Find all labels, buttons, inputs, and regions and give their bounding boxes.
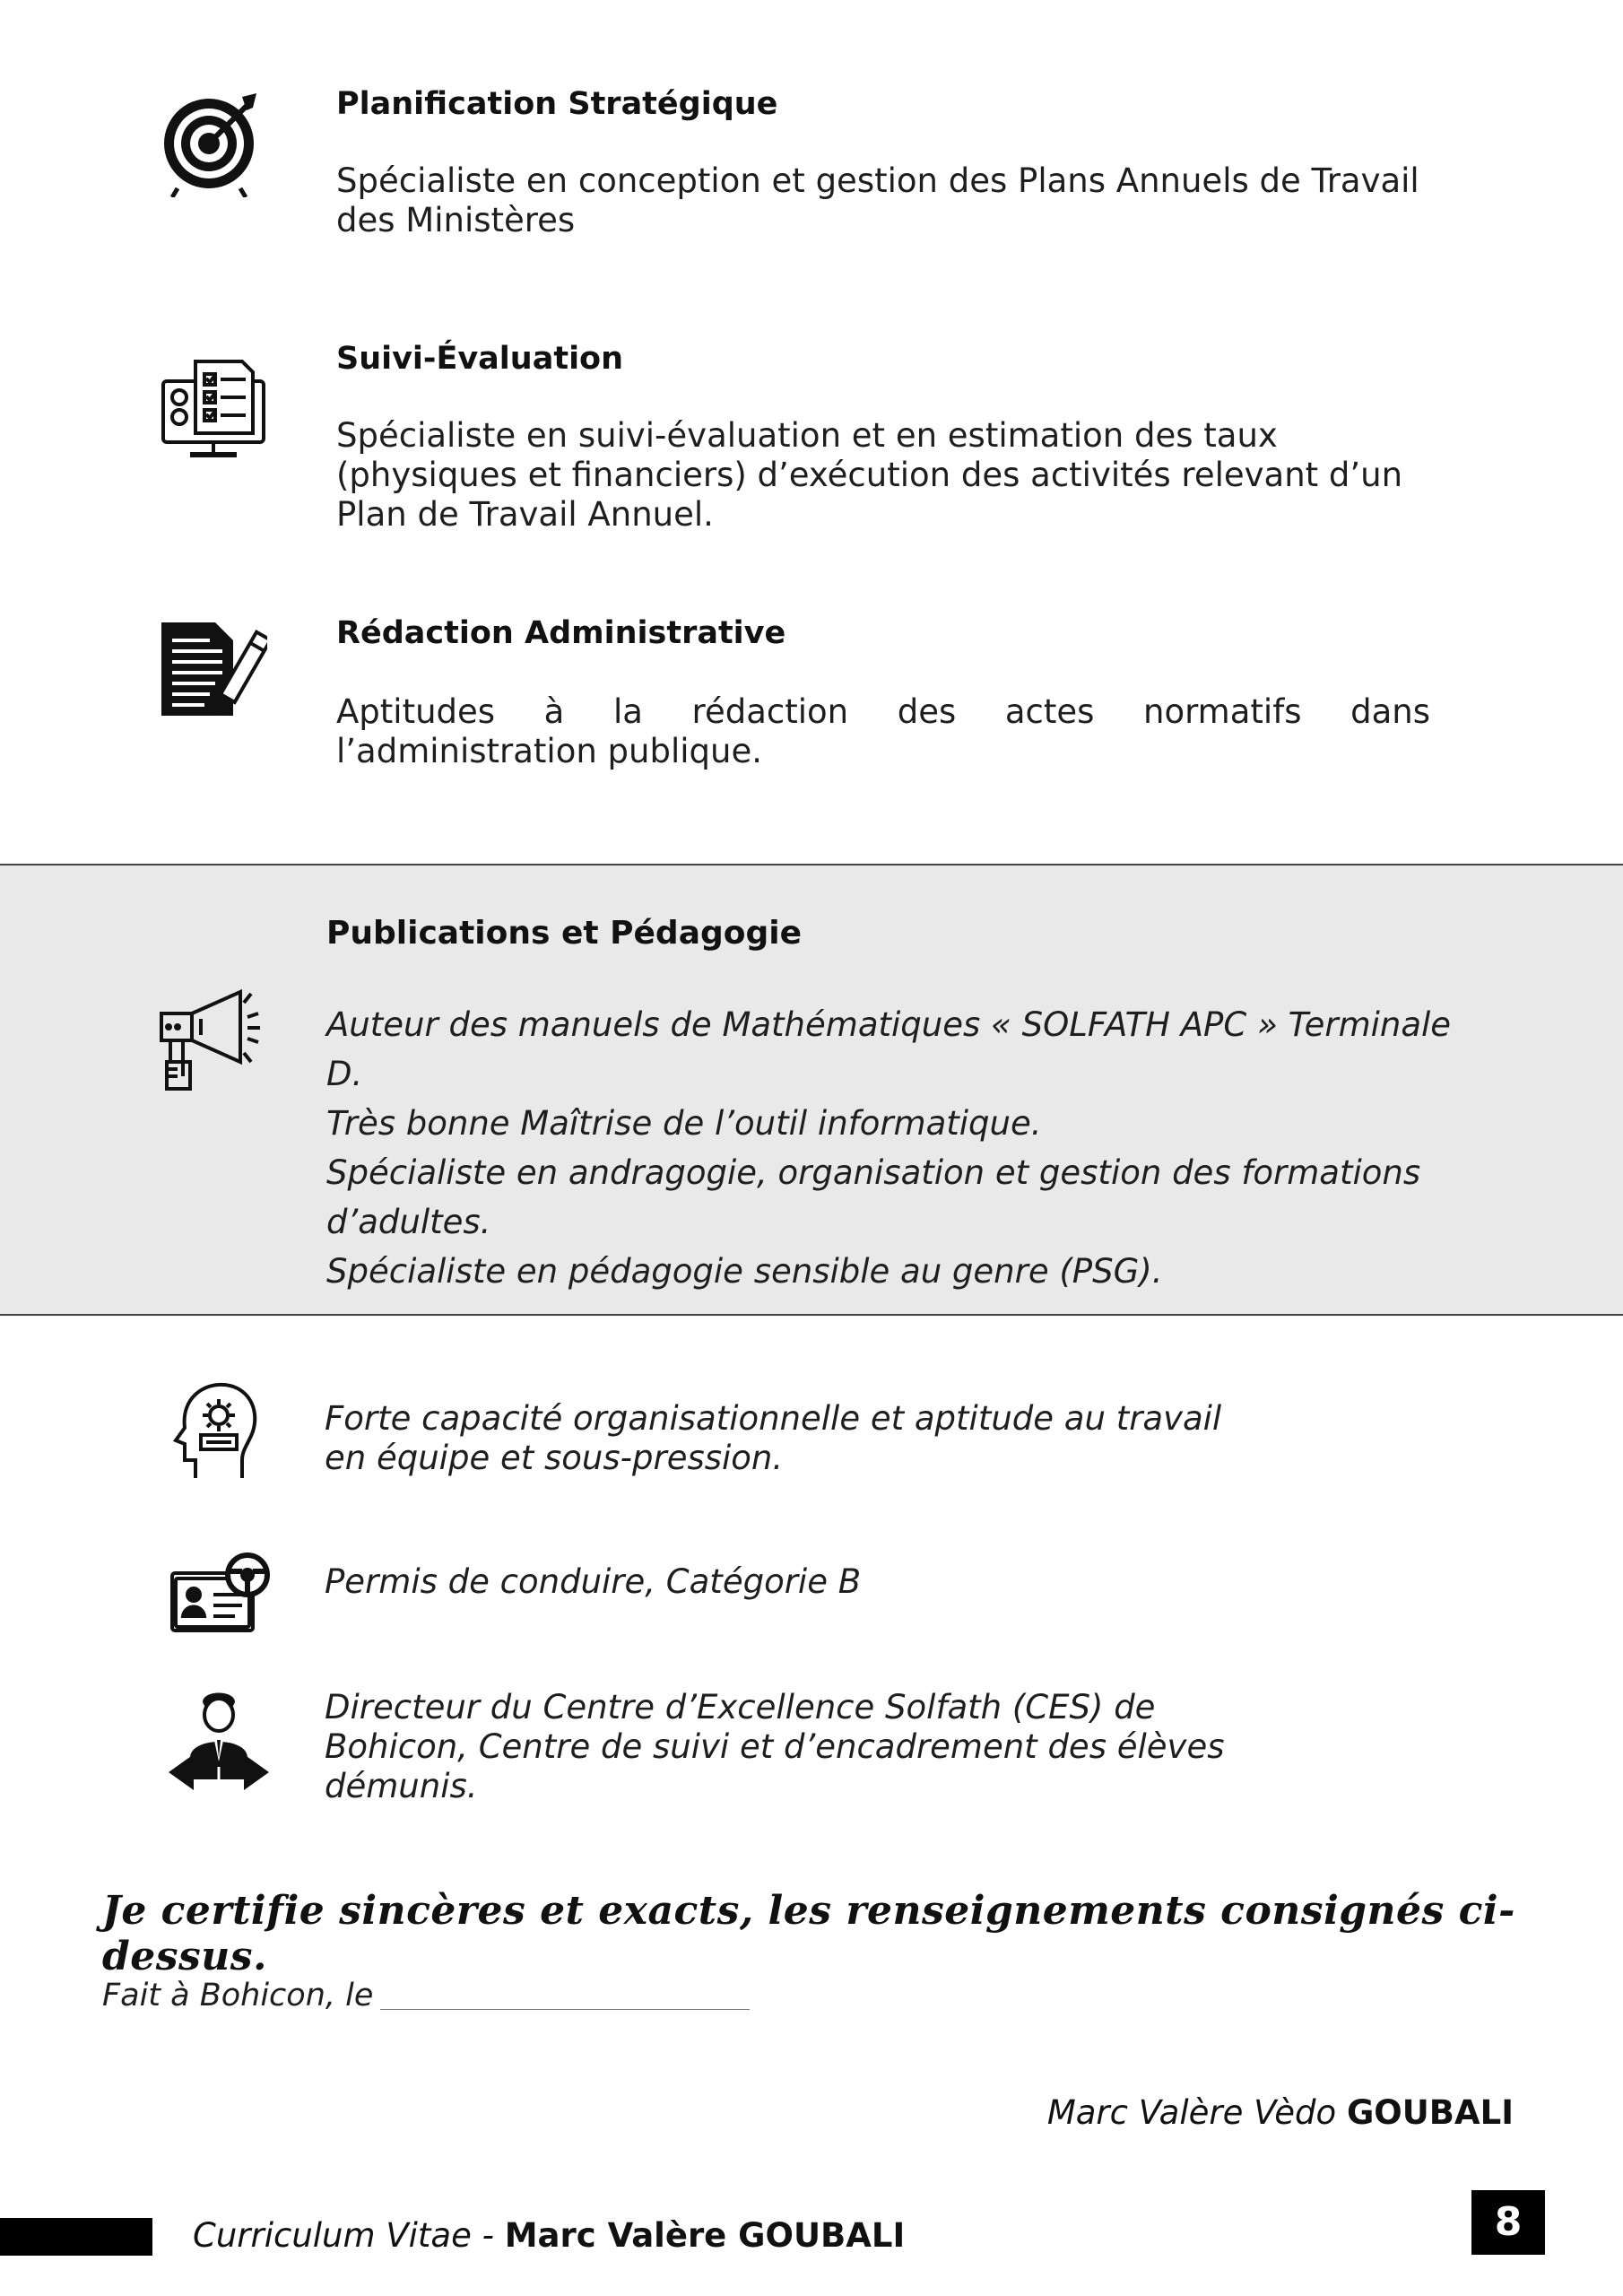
footer-label: Curriculum Vitae -: [193, 2216, 505, 2255]
skill-title: Suivi-Évaluation: [336, 341, 624, 377]
publications-list: [326, 1000, 1492, 1296]
skill-title: Rédaction Administrative: [336, 615, 786, 651]
publication-line: Spécialiste en andragogie, organisation et gestion des formations: [326, 1153, 1421, 1192]
signature-first-names: Marc Valère Vèdo: [1046, 2093, 1337, 2132]
page-number: 8: [1471, 2190, 1545, 2255]
extra-text: Directeur du Centre d’Excellence Solfath (CES) de Bohicon, Centre de suivi et d’encadrement des élèves démunis.: [325, 1688, 1225, 1805]
skill-description: Spécialiste en conception et gestion des Plans Annuels de Travail des Ministères: [336, 161, 1419, 239]
certification-statement: Je certifie sincères et exacts, les renseignements consignés ci-dessus.: [102, 1888, 1515, 1979]
driving-license-icon: [169, 1552, 276, 1641]
extra-text: Permis de conduire, Catégorie B: [325, 1562, 862, 1601]
target-icon: [160, 90, 267, 197]
skill-title: Planification Stratégique: [336, 86, 778, 122]
signature: [1047, 2093, 1514, 2132]
evaluation-checklist-icon: [160, 354, 267, 462]
date-line: [380, 2009, 750, 2010]
signature-last-name: GOUBALI: [1346, 2093, 1514, 2132]
place-date: Fait à Bohicon, le: [102, 1978, 374, 2013]
publication-line: Auteur des manuels de Mathématiques « SOLFATH APC » Terminale D.: [326, 1005, 1452, 1093]
document-pen-icon: [160, 621, 267, 728]
footer: [193, 2216, 905, 2255]
footer-bar: [0, 2218, 152, 2256]
megaphone-icon: [154, 987, 262, 1094]
extra-text: Forte capacité organisationnelle et aptitude au travail en équipe et sous-pression.: [325, 1399, 1222, 1477]
head-gear-icon: [160, 1378, 267, 1485]
publication-line: Très bonne Maîtrise de l’outil informatique.: [326, 1104, 1042, 1143]
skill-description: Aptitudes à la rédaction des actes normatifs dans l’administration publique.: [336, 692, 1430, 770]
publication-line: Spécialiste en pédagogie sensible au genre (PSG).: [326, 1252, 1163, 1291]
skill-description: Spécialiste en suivi-évaluation et en estimation des taux (physiques et financiers) d’exécution des activités relevant d’un Plan de Travail Annuel.: [336, 416, 1403, 534]
publications-title: Publications et Pédagogie: [326, 915, 803, 952]
director-icon: [163, 1686, 274, 1799]
footer-name: Marc Valère GOUBALI: [504, 2216, 906, 2255]
publication-line: d’adultes.: [326, 1203, 491, 1241]
